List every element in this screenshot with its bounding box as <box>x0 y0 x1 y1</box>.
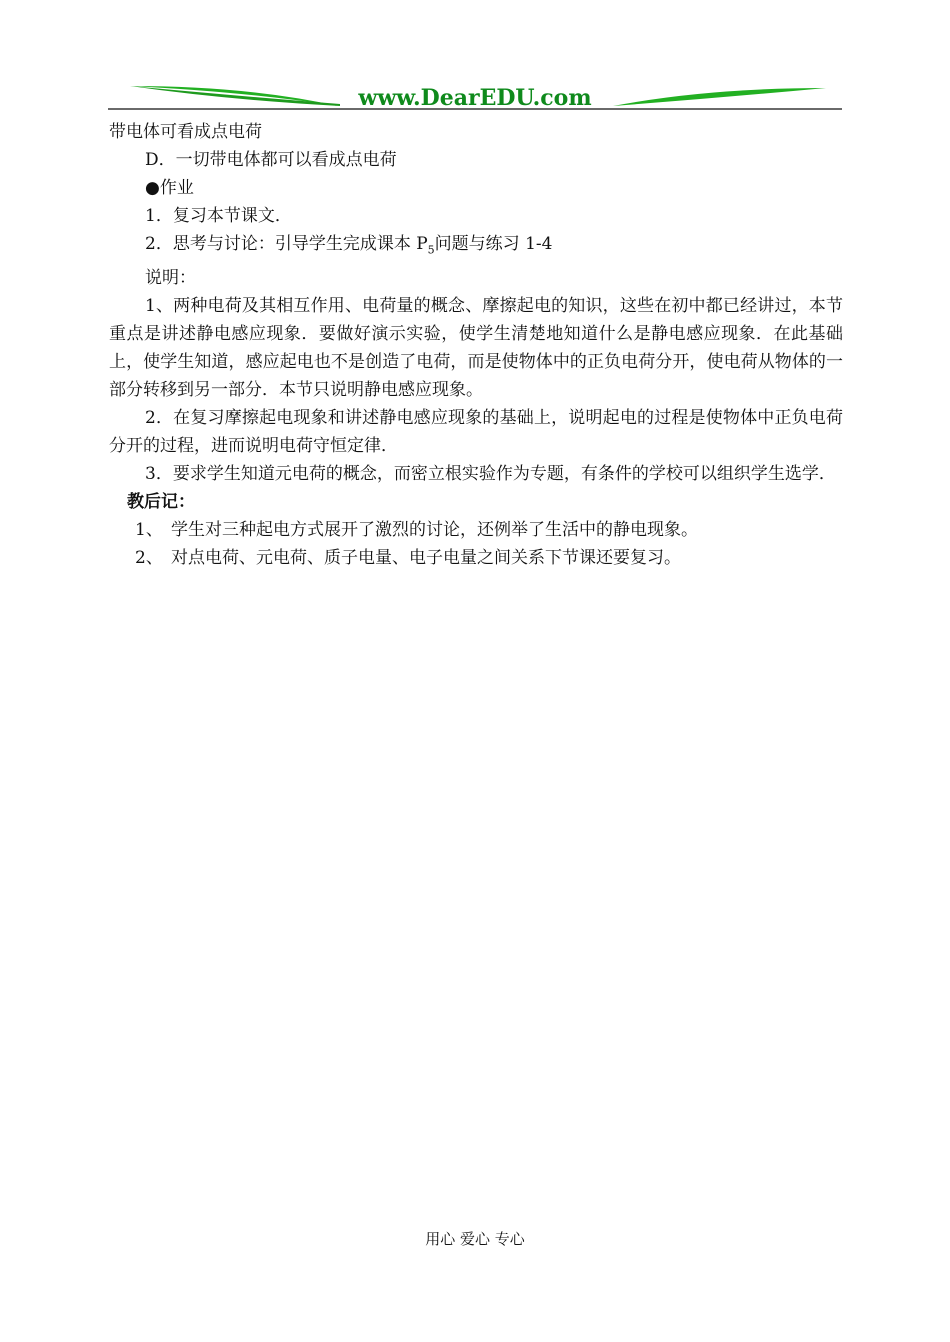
note-heading: 说明： <box>145 268 196 289</box>
reflection-item <box>109 516 843 544</box>
document-body <box>109 118 843 572</box>
option-d: D．一切带电体都可以看成点电荷 <box>145 150 397 170</box>
note-paragraph-1: 1、两种电荷及其相互作用、电荷量的概念、摩擦起电的知识，这些在初中都已经讲过，本节重点是讲述静电感应现象．要做好演示实验，使学生清楚地知道什么是静电感应现象．在此基础上，使学生知道，感应起电也不是创造了电荷，而是使物体中的正负电荷分开，使电荷从物体的一部分转移到另一部分．本节只说明静电感应现象。 <box>109 296 843 401</box>
homework-item-2-prefix: 2．思考与讨论：引导学生完成课本 P <box>145 234 428 254</box>
homework-item-2-subscript: 5 <box>427 243 435 257</box>
left-swoosh-shade <box>130 86 340 106</box>
note-paragraph-3: 3．要求学生知道元电荷的概念，而密立根实验作为专题，有条件的学校可以组织学生选学． <box>145 464 836 485</box>
homework-item-1: 1．复习本节课文． <box>145 206 292 226</box>
homework-item-2-suffix: 问题与练习 1-4 <box>434 234 553 254</box>
continuation-line: 带电体可看成点电荷 <box>109 122 262 142</box>
page-footer: 用心 爱心 专心 <box>425 1230 525 1248</box>
homework-item-2 <box>109 230 843 264</box>
note-paragraph-2: 2．在复习摩擦起电现象和讲述静电感应现象的基础上，说明起电的过程是使物体中正负电荷分开的过程，进而说明电荷守恒定律． <box>109 408 843 457</box>
page-header <box>108 78 842 112</box>
reflection-item-text: 对点电荷、元电荷、质子电量、电子电量之间关系下节课还要复习。 <box>171 548 681 569</box>
homework-heading: ●作业 <box>145 178 194 198</box>
logo-text: www.DearEDU.com <box>358 85 592 111</box>
right-swoosh <box>613 88 826 106</box>
reflection-item-number: 1、 <box>135 520 163 541</box>
dearedu-logo-banner <box>108 78 842 112</box>
reflection-heading: 教后记： <box>127 492 195 513</box>
reflection-item-text: 学生对三种起电方式展开了激烈的讨论，还例举了生活中的静电现象。 <box>171 520 698 541</box>
reflection-item <box>109 544 843 572</box>
reflection-item-number: 2、 <box>135 548 163 569</box>
